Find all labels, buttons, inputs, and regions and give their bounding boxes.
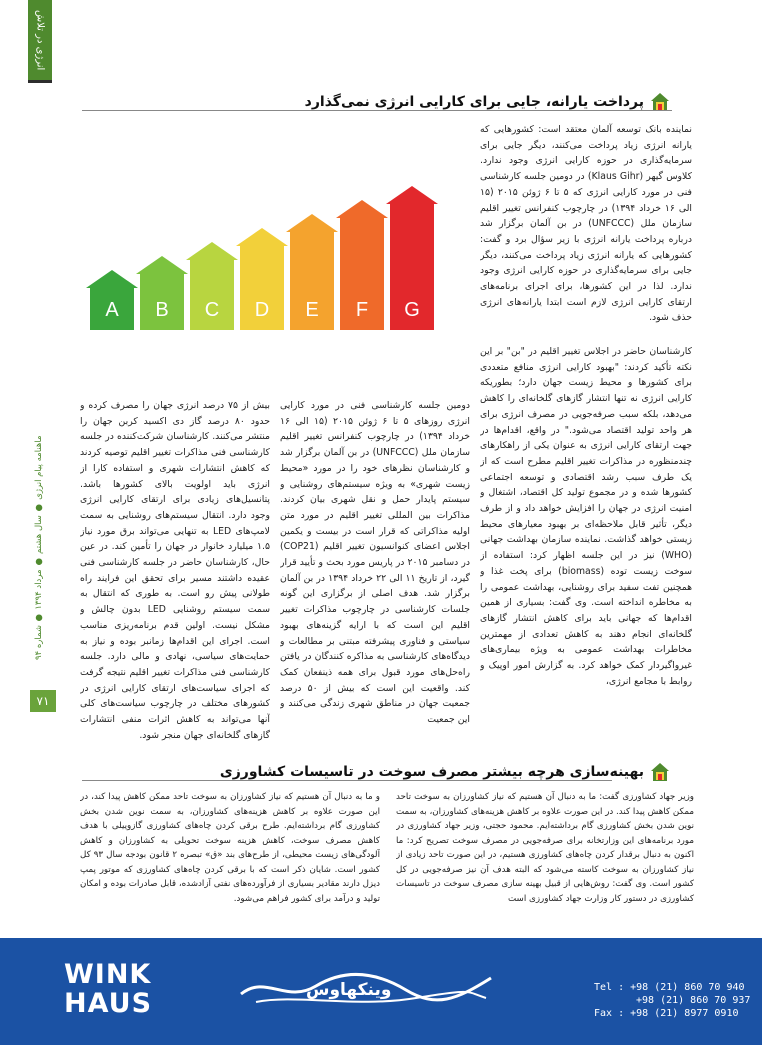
house-icon: [650, 762, 670, 782]
brand-name: وینکهاوس: [306, 980, 392, 1000]
house-icon: [650, 92, 670, 112]
fax: Fax : +98 (21) 8977 0910: [594, 1008, 739, 1019]
house-label: C: [204, 299, 220, 321]
house-roof: [86, 270, 138, 288]
article2-title: بهینه‌سازی هرچه بیشتر مصرف سوخت در تاسیسات کشاورزی: [219, 764, 644, 780]
divider: [82, 110, 672, 111]
house-label: E: [305, 299, 319, 321]
house-roof: [236, 228, 288, 246]
article1-right-column: کارشناسان حاضر در اجلاس تغییر اقلیم در "بن" بر این نکته تأکید کردند: "بهبود کارایی انرژی منافع متعددی برای کشورها و محیط زیست جهان دارد؛ بطوریکه کارایی انرژی نه تنها انتشار گازهای گلخانه‌ای را کاهش می‌دهد، بلکه سبب صرفه‌جویی در مصرف انرژی برای هر واحد تولید اقتصاد می‌شود." در واقع، اقدام‌ها در جهت ارتقای کارایی انرژی به عنوان یکی از راهکارهای چندمنظوره در مذاکرات تغییر اقلیم مطرح است که از یک طرف سبب رشد اقتصادی و توسعه اجتماعی کشورها شده و در مجموع تولید کل اقتصاد، اشتغال و امنیت انرژی در جهان را افزایش خواهد داد و از طرف دیگر، تأثیر قابل ملاحظه‌ای بر بهبود معیارهای محیط زیستی خواهد گذاشت. نماینده سازمان بهداشت جهانی (WHO) نیز در این جلسه اظهار کرد: استفاده از سوخت زیست توده (biomass) برای پخت غذا و همچنین تفت سفید برای روشنایی، بهداشت عمومی را به مخاطره انداخته است. وی گفت: بسیاری از همین اقدام‌ها که جهانی باید برای کاهش انتشار گازهای گلخانه‌ای انجام دهند به کاهش تعدادی از مهمترین مخاطرات بهداشت عمومی به ویژه بیماری‌های غیرواگیردار کمک خواهد کرد. به گزارش امور اوپیک و روابط با مجامع انرژی،: [480, 346, 692, 687]
energy-rating-graphic: [80, 118, 468, 340]
house-label: G: [404, 299, 420, 321]
house-label: F: [355, 299, 369, 321]
logo-line1: WINK: [64, 959, 152, 990]
logo-line2: HAUS: [64, 988, 153, 1019]
house-roof: [186, 242, 238, 260]
divider: [82, 780, 612, 781]
phone-1: Tel : +98 (21) 860 70 940: [594, 982, 745, 993]
article1-intro: نماینده بانک توسعه آلمان معتقد است: کشورهایی که یارانه انرژی زیاد پرداخت می‌کنند، دیگر جایی برای سرمایه‌گذاری در حوزه کارایی انرژی وجود ندارد. کلاوس گیهر (Klaus Gihr) در دومین جلسه کارشناسی فنی در مورد کارایی انرژی که ۵ تا ۶ ژوئن ۲۰۱۵ (۱۵ الی ۱۶ خرداد ۱۳۹۴) در چارچوب کنفرانس تغییر اقلیم سازمان ملل (UNFCCC) در بن آلمان برگزار شد درباره پرداخت یارانه انرژی با زیر سؤال برد و گفت: کشورهایی که یارانه انرژی زیاد پرداخت می‌کنند، دیگر جایی برای سرمایه‌گذاری در حوزه کارایی انرژی وجود ندارد. لذا در این کشورها، برای اجرای برنامه‌های ارتقای کارایی انرژی لازم است ابتدا یارانه‌های انرژی حذف شود.: [480, 124, 692, 324]
section-tab: [28, 0, 52, 83]
issue-meta: ماهنامه پیام انرژی ● سال هشتم ● مرداد ۱۳۹۴ ● شماره ۹۴: [34, 435, 44, 660]
page-number: ۷۱: [30, 690, 56, 712]
house-roof: [136, 256, 188, 274]
footer-ad: [0, 938, 762, 1045]
article2-heading: [220, 762, 670, 782]
winkhaus-logo: [64, 960, 174, 1024]
contact-info: [594, 981, 750, 1020]
house-label: B: [155, 299, 169, 321]
article2-left-column: و ما به دنبال آن هستیم که نیاز کشاورزان به سوخت تاحد ممکن کاهش پیدا کند، در این صورت علاوه بر کاهش هزینه‌های کشاورزان، به سمت نوین شدن بخش کشاورزی گام برداشته‌ایم. طرح برقی کردن چاه‌های کشاورزی گازوییلی با هدف کاهش مصرف سوخت، کاهش هزینه سوخت تحویلی به کشاورزان و کاهش آلودگی‌های زیست محیطی، از طرح‌های بند «ق» تبصره ۲ قانون بودجه سال ۹۳ کل کشور است. شایان ذکر است که با برقی کردن چاه‌های کشاورزی که موتور پمپ دیزل دارند مقادیر بسیاری از فرآورده‌های نفتی آزادشده، قابل صادرات بوده و امکان تولید و درآمد برای کشور فراهم می‌شود.: [80, 792, 380, 904]
article2-right-column: وزیر جهاد کشاورزی گفت: ما به دنبال آن هستیم که نیاز کشاورزان به سوخت تاحد ممکن کاهش پیدا کند. در این صورت علاوه بر کاهش هزینه‌های کشاورزان، به سمت نوین شدن بخش کشاورزی گام برداشته‌ایم. محمود حجتی، وزیر جهاد کشاورزی در مورد برنامه‌های این وزارتخانه برای صرفه‌جویی در مصرف سوخت تصریح کرد: ما اکنون به دنبال برقدار کردن چاه‌های کشاورزی هستیم، در این صورت تاحد زیادی از نیاز کشاورزان به سوخت کاسته می‌شود که البته هدف آن نیز صرفه‌جویی در کل کشور است. وی گفت: روش‌هایی از قبیل بهینه سازی مصرف سوخت در تاسیسات کشاورزی در دستور کار وزارت جهاد کشاورزی است: [396, 792, 694, 904]
article1-middle-column: دومین جلسه کارشناسی فنی در مورد کارایی انرژی روزهای ۵ تا ۶ ژوئن ۲۰۱۵ (۱۵ الی ۱۶ خرداد ۱۳۹۴) در چارچوب کنفرانس تغییر اقلیم سازمان ملل (UNFCCC) در بن آلمان برگزار شد و کارشناسان نظرهای خود را در مورد «محیط زیست شهری» به ویژه سیستم‌های روشنایی و سیستم پایدار حمل و نقل شهری بیان کردند. مذاکرات بین المللی تغییر اقلیم در مورد متن اولیه مذاکراتی که قرار است در بیست و یکمین اجلاس اعضای کنوانسیون تغییر اقلیم (COP21) در دسامبر ۲۰۱۵ در پاریس مورد بحث و تأیید قرار گیرد، از تاریخ ۱۱ الی ۲۲ خرداد ۱۳۹۴ در بن آلمان برگزار شد. هدف اصلی از برگزاری این گونه جلسات کارشناسی در چارچوب مذاکرات تغییر اقلیم این است که با ارایه گزینه‌های بهبود سیاستی و فناوری پیشرفته مبتنی بر مطالعات و دیدگاه‌های کارشناسی به مذاکره کنندگان در یافتن راه‌حل‌های مورد قبول برای همه ذینفعان کمک کند. واقعیت این است که بیش از ۵۰ درصد جمعیت جهان در مناطق شهری زندگی می‌کنند و این جمعیت: [280, 400, 470, 726]
article1-heading: [305, 92, 670, 112]
article1-title: پرداخت یارانه، جایی برای کارایی انرژی نمی‌گذارد: [304, 94, 644, 110]
house-roof: [286, 214, 338, 232]
house-label: D: [254, 299, 270, 321]
article1-left-column: بیش از ۷۵ درصد انرژی جهان را مصرف کرده و حدود ۸۰ درصد گاز دی اکسید کربن جهان را منتشر می‌کنند. کارشناسان شرکت‌کننده در جلسه کارشناسی فنی مذاکرات تغییر اقلیم توصیه کردند که کاهش انتشارات شهری و استفاده کارا از انرژی باید اولویت بالای کشورها باشد. پتانسیل‌های زیادی برای ارتقای کارایی انرژی وجود دارد. انتقال سیستم‌های روشنایی به سمت لامپ‌های LED به تنهایی می‌تواند برق مورد نیاز ۱.۵ میلیارد خانوار در جهان را تأمین کند. در عین حال، کارشناسان حاضر در جلسه کارشناسی فنی عقیده داشتند مسیر برای تحقق این فرایند راه طولانی پیش رو است. به طوری که انتقال به سمت سیستم روشنایی LED بدون چالش و مشکل نیست. اولین قدم برنامه‌ریزی مناسب است. اجرای این اقدام‌ها زمانبر بوده و نیاز به حمایت‌های سیاسی، نهادی و مالی دارد. جلسه کارشناسی فنی مذاکرات تغییر اقلیم نتیجه گرفت که اجرای سیاست‌های ارتقای کارایی انرژی در کشورهای مختلف در چارچوب سیاست‌های کلی آنها می‌تواند به کاهش اثرات منفی انتشارات گازهای گلخانه‌ای جهان منجر شود.: [80, 400, 270, 741]
house-roof: [336, 200, 388, 218]
house-roof: [386, 186, 438, 204]
section-label: انرژی در تلاش: [34, 9, 46, 71]
house-label: A: [105, 299, 119, 321]
phone-2: +98 (21) 860 70 937: [636, 995, 751, 1006]
